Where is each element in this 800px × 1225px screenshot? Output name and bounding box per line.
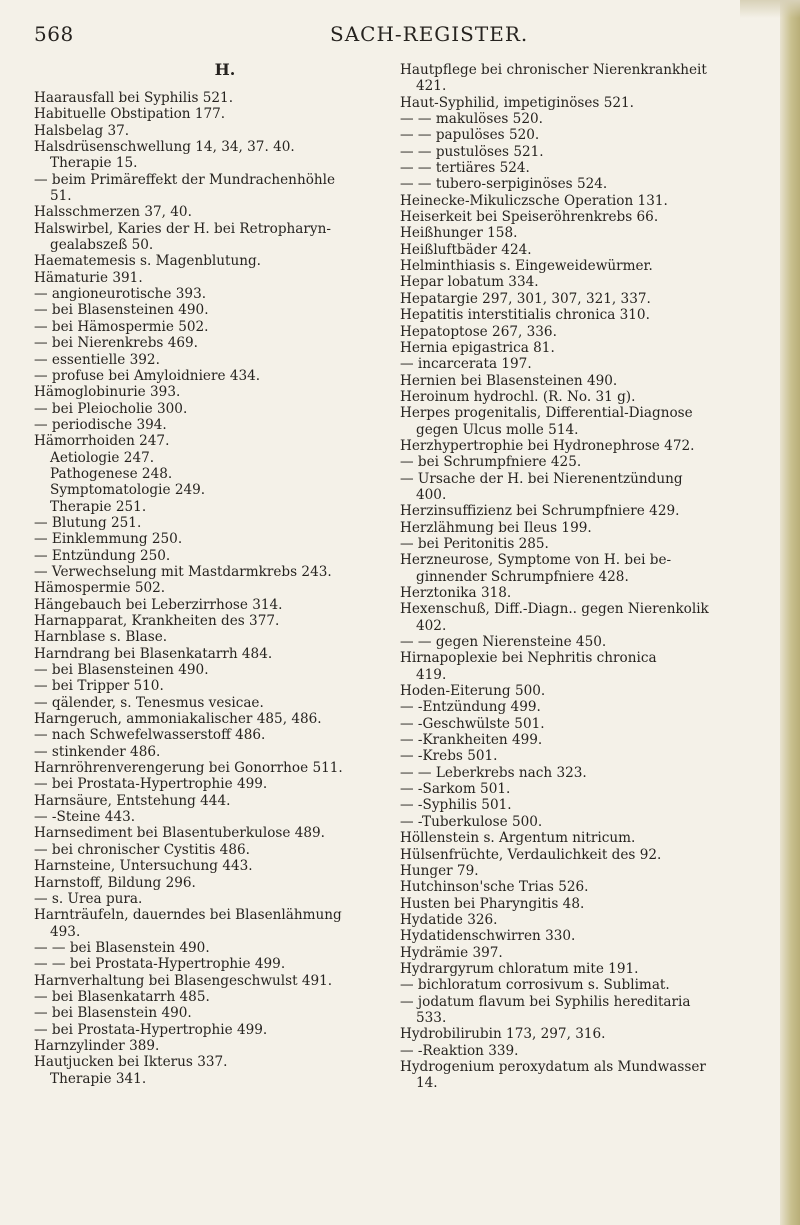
index-entry: — -Steine 443.: [34, 809, 136, 826]
index-entry: Heißluftbäder 424.: [400, 241, 532, 258]
index-column-right: [400, 62, 758, 1092]
index-entry: Hautjucken bei Ikterus 337.: [34, 1054, 228, 1071]
index-entry: — bei Prostata-Hypertrophie 499.: [34, 1021, 268, 1038]
index-entry: — profuse bei Amyloidniere 434.: [34, 367, 261, 384]
index-entry: Harngeruch, ammoniakalischer 485, 486.: [34, 711, 322, 728]
index-entry: — s. Urea pura.: [34, 890, 143, 907]
running-title: SACH-REGISTER.: [330, 22, 529, 46]
index-entry: — Blutung 251.: [34, 514, 142, 531]
index-entry: Heinecke-Mikuliczsche Operation 131.: [400, 192, 668, 209]
index-entry: — bei Hämospermie 502.: [34, 318, 209, 335]
index-entry: — bichloratum corrosivum s. Sublimat.: [400, 977, 670, 994]
page-edge-shadow: [780, 0, 800, 1225]
index-entry: Haut-Syphilid, impetiginöses 521.: [400, 94, 634, 111]
index-entry: 421.: [416, 78, 447, 95]
index-entry: — bei Schrumpfniere 425.: [400, 454, 582, 471]
index-entry: Hunger 79.: [400, 862, 479, 879]
index-entry: — — tertiäres 524.: [400, 160, 530, 177]
index-entry: 493.: [50, 923, 81, 940]
index-entry: Harnstoff, Bildung 296.: [34, 874, 196, 891]
index-entry: — Verwechselung mit Mastdarmkrebs 243.: [34, 563, 332, 580]
index-entry: — qälender, s. Tenesmus vesicae.: [34, 694, 264, 711]
index-entry: — stinkender 486.: [34, 743, 161, 760]
index-entry: — — Leberkrebs nach 323.: [400, 764, 587, 781]
index-entry: — — makulöses 520.: [400, 111, 543, 128]
index-entry: Herztonika 318.: [400, 585, 512, 601]
index-entry: Hernia epigastrica 81.: [400, 339, 555, 356]
index-entry: Herzhypertrophie bei Hydronephrose 472.: [400, 437, 695, 454]
index-entry: Heißhunger 158.: [400, 225, 518, 242]
index-entry: Hepar lobatum 334.: [400, 274, 539, 291]
index-entry: — jodatum flavum bei Syphilis hereditaria: [400, 993, 691, 1010]
index-entry: — -Krebs 501.: [400, 748, 498, 765]
index-entry: — bei Pleiocholie 300.: [34, 400, 188, 417]
index-entry: Hepatitis interstitialis chronica 310.: [400, 307, 650, 324]
index-entry: Hämorrhoiden 247.: [34, 433, 170, 450]
index-entry: Harnsteine, Untersuchung 443.: [34, 858, 253, 875]
index-entry: Harnträufeln, dauerndes bei Blasenlähmung: [34, 907, 342, 924]
index-entry: Hämaturie 391.: [34, 269, 143, 286]
index-entry: 402.: [416, 617, 447, 634]
index-entry: — — bei Prostata-Hypertrophie 499.: [34, 956, 286, 973]
index-entry: Hydrobilirubin 173, 297, 316.: [400, 1026, 606, 1043]
index-entry: — bei Peritonitis 285.: [400, 535, 549, 552]
index-entry: Höllenstein s. Argentum nitricum.: [400, 830, 636, 847]
index-entry: Therapie 251.: [50, 498, 147, 515]
index-entry: — Einklemmung 250.: [34, 531, 183, 548]
index-entry: Hängebauch bei Leberzirrhose 314.: [34, 596, 283, 613]
index-entry: Symptomatologie 249.: [50, 482, 206, 499]
index-entry: Hydatide 326.: [400, 911, 498, 928]
index-entry: — bei Nierenkrebs 469.: [34, 335, 198, 352]
index-entry: Habituelle Obstipation 177.: [34, 106, 226, 123]
index-entry: Helminthiasis s. Eingeweidewürmer.: [400, 258, 653, 275]
index-entry: ginnender Schrumpfniere 428.: [416, 568, 629, 585]
index-entry: Hutchinson'sche Trias 526.: [400, 879, 589, 896]
index-entry: — — tubero-serpiginöses 524.: [400, 176, 608, 193]
index-entry: Hexenschuß, Diff.-Diagn.. gegen Nierenkolik: [400, 601, 709, 618]
index-entry: — -Entzündung 499.: [400, 699, 541, 716]
index-entry: 419.: [416, 666, 447, 683]
page-corner-shadow: [740, 0, 800, 18]
index-entry: Hirnapoplexie bei Nephritis chronica: [400, 650, 657, 667]
index-entry: Halsdrüsenschwellung 14, 34, 37. 40.: [34, 139, 295, 156]
index-entry: 400.: [416, 486, 447, 503]
index-entry: Hämospermie 502.: [34, 580, 166, 597]
index-entry: Halswirbel, Karies der H. bei Retropharyn-: [34, 220, 331, 237]
index-entry: — bei Blasenstein 490.: [34, 1005, 192, 1022]
index-entry: 14.: [416, 1075, 438, 1092]
index-entry: Husten bei Pharyngitis 48.: [400, 895, 585, 912]
index-entry: Heroinum hydrochl. (R. No. 31 g).: [400, 388, 636, 405]
index-entry: Hepatargie 297, 301, 307, 321, 337.: [400, 290, 651, 307]
index-entry: — nach Schwefelwasserstoff 486.: [34, 727, 266, 744]
index-entry: Harnsäure, Entstehung 444.: [34, 792, 231, 809]
index-entry: — — pustulöses 521.: [400, 143, 544, 160]
index-entry: Pathogenese 248.: [50, 465, 173, 482]
index-entry: Hepatoptose 267, 336.: [400, 323, 557, 340]
index-entry: Herzlähmung bei Ileus 199.: [400, 519, 592, 536]
index-entry: gealabszeß 50.: [50, 237, 154, 254]
index-entry: — bei Blasenkatarrh 485.: [34, 988, 210, 1005]
index-entry: Harnapparat, Krankheiten des 377.: [34, 613, 280, 629]
index-entry: Aetiologie 247.: [50, 449, 155, 466]
section-letter-heading: H.: [214, 60, 236, 79]
index-entry: Harnröhrenverengerung bei Gonorrhoe 511.: [34, 760, 343, 777]
index-entry: — incarcerata 197.: [400, 356, 532, 373]
index-column-left: [34, 62, 386, 1087]
index-entry: Heiserkeit bei Speiseröhrenkrebs 66.: [400, 209, 659, 226]
index-entry: — -Krankheiten 499.: [400, 732, 543, 749]
index-entry: Hydrämie 397.: [400, 944, 503, 961]
page-number: 568: [34, 22, 74, 46]
index-entry: — bei Prostata-Hypertrophie 499.: [34, 776, 268, 793]
index-entry: — essentielle 392.: [34, 351, 160, 368]
index-entry: Therapie 15.: [50, 155, 138, 172]
index-entry: — — bei Blasenstein 490.: [34, 939, 210, 956]
index-entry: — Entzündung 250.: [34, 547, 171, 564]
index-entry: Halsbelag 37.: [34, 122, 130, 139]
index-entry: Harnblase s. Blase.: [34, 629, 168, 646]
index-entry: Haarausfall bei Syphilis 521.: [34, 90, 234, 106]
index-entry: — bei Blasensteinen 490.: [34, 302, 209, 319]
index-entry: Hautpflege bei chronischer Nierenkrankheit: [400, 62, 707, 78]
index-entry: — bei Blasensteinen 490.: [34, 662, 209, 679]
index-entry: Harndrang bei Blasenkatarrh 484.: [34, 645, 273, 662]
index-entry: Herpes progenitalis, Differential-Diagnose: [400, 405, 693, 422]
index-entry: Herzinsuffizienz bei Schrumpfniere 429.: [400, 503, 680, 520]
index-entry: — periodische 394.: [34, 416, 167, 433]
index-entry: Harnverhaltung bei Blasengeschwulst 491.: [34, 972, 333, 989]
index-entry: — beim Primäreffekt der Mundrachenhöhle: [34, 171, 336, 188]
index-entry: gegen Ulcus molle 514.: [416, 421, 579, 438]
index-entry: Harnzylinder 389.: [34, 1037, 160, 1054]
index-entry: Hydrargyrum chloratum mite 191.: [400, 960, 639, 977]
index-entry: — -Geschwülste 501.: [400, 715, 545, 732]
index-entry: — bei Tripper 510.: [34, 678, 164, 695]
index-entry: Hoden-Eiterung 500.: [400, 683, 546, 700]
index-entry: 533.: [416, 1009, 447, 1026]
index-entry: — Ursache der H. bei Nierenentzündung: [400, 470, 683, 487]
index-entry: — bei chronischer Cystitis 486.: [34, 841, 250, 858]
index-entry: Hydrogenium peroxydatum als Mundwasser: [400, 1058, 706, 1075]
index-entry: Harnsediment bei Blasentuberkulose 489.: [34, 825, 325, 842]
index-entry: Hydatidenschwirren 330.: [400, 928, 576, 945]
index-entry: — angioneurotische 393.: [34, 286, 207, 303]
index-entry: Hämoglobinurie 393.: [34, 384, 181, 401]
index-entry: — — gegen Nierensteine 450.: [400, 634, 607, 651]
index-entry: — -Tuberkulose 500.: [400, 813, 543, 830]
index-entry: — -Reaktion 339.: [400, 1042, 519, 1059]
index-entry: Herzneurose, Symptome von H. bei be-: [400, 552, 672, 569]
index-entry: Hülsenfrüchte, Verdaulichkeit des 92.: [400, 846, 662, 863]
index-entry: — -Sarkom 501.: [400, 781, 511, 798]
index-entry: — -Syphilis 501.: [400, 797, 512, 814]
page-header: [0, 20, 800, 46]
index-entry: Haematemesis s. Magenblutung.: [34, 253, 262, 270]
index-entry: Hernien bei Blasensteinen 490.: [400, 372, 618, 389]
index-entry: — — papulöses 520.: [400, 127, 540, 144]
index-entry: 51.: [50, 188, 72, 205]
index-entry: Therapie 341.: [50, 1070, 147, 1087]
index-entry: Halsschmerzen 37, 40.: [34, 204, 192, 221]
